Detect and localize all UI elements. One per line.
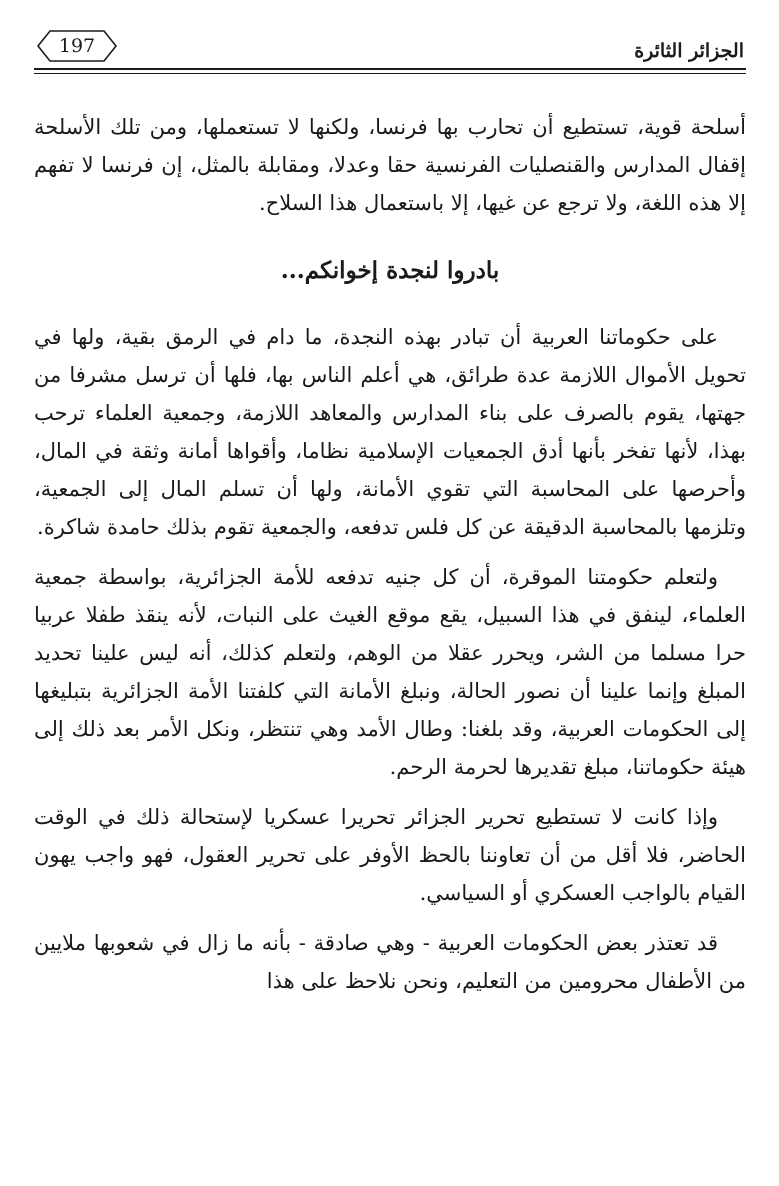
paragraph: أسلحة قوية، تستطيع أن تحارب بها فرنسا، ولكنها لا تستعملها، ومن تلك الأسلحة إقفال المدارس والقنصليات الفرنسية حقا وعدلا، ومقابلة بالمثل، إن فرنسا لا تفهم إلا هذه اللغة، ولا ترجع عن غيها، إلا باستعمال هذا السلاح.: [34, 115, 746, 215]
section-title: بادروا لنجدة إخوانكم...: [280, 257, 500, 284]
page-number: 197: [58, 35, 96, 57]
header-rule-thin: [34, 73, 746, 74]
paragraph: قد تعتذر بعض الحكومات العربية - وهي صادقة - بأنه ما زال في شعوبها ملايين من الأطفال محرومين من التعليم، ونحن نلاحظ على هذا: [34, 931, 746, 993]
paragraph: وإذا كانت لا تستطيع تحرير الجزائر تحريرا عسكريا لإستحالة ذلك في الوقت الحاضر، فلا أقل من أن تعاوننا بالحظ الأوفر على تحرير العقول، فهو واجب يهون القيام بالواجب العسكري أو السياسي.: [34, 805, 746, 905]
header-rule: [34, 68, 746, 70]
page-number-badge: [34, 28, 120, 64]
running-title: الجزائر الثائرة: [634, 40, 744, 62]
paragraph: ولتعلم حكومتنا الموقرة، أن كل جنيه تدفعه للأمة الجزائرية، بواسطة جمعية العلماء، لينفق في هذا السبيل، يقع موقع الغيث على النبات، لأنه ينقذ طفلا عربيا حرا مسلما من الشر، ويحرر عقلا من الوهم، ولتعلم كذلك، أنه ليس علينا تحديد المبلغ وإنما علينا أن نصور الحالة، ونبلغ الأمانة التي كلفتنا الأمة الجزائرية بتبليغها إلى الحكومات العربية، وقد بلغنا: وطال الأمد وهي تنتظر، ونكل الأمر بعد ذلك إلى هيئة حكوماتنا، مبلغ تقديرها لحرمة الرحم.: [34, 565, 746, 779]
paragraph: على حكوماتنا العربية أن تبادر بهذه النجدة، ما دام في الرمق بقية، ولها في تحويل الأموال اللازمة عدة طرائق، هي أعلم الناس بها، فلها أن ترسل مشرفا من جهتها، يقوم بالصرف على بناء المدارس والمعاهد اللازمة، وجمعية العلماء ترحب بهذا، لأنها تفخر بأنها أدق الجمعيات الإسلامية نظاما، وأقواها أمانة وثقة في المال، وأحرصها على المحاسبة التي تقوي الأمانة، ولها أن تسلم المال إلى الجمعية، وتلزمها بالمحاسبة الدقيقة عن كل فلس تدفعه، والجمعية تقوم بذلك حامدة شاكرة.: [34, 325, 746, 539]
page-body: [34, 108, 746, 1012]
